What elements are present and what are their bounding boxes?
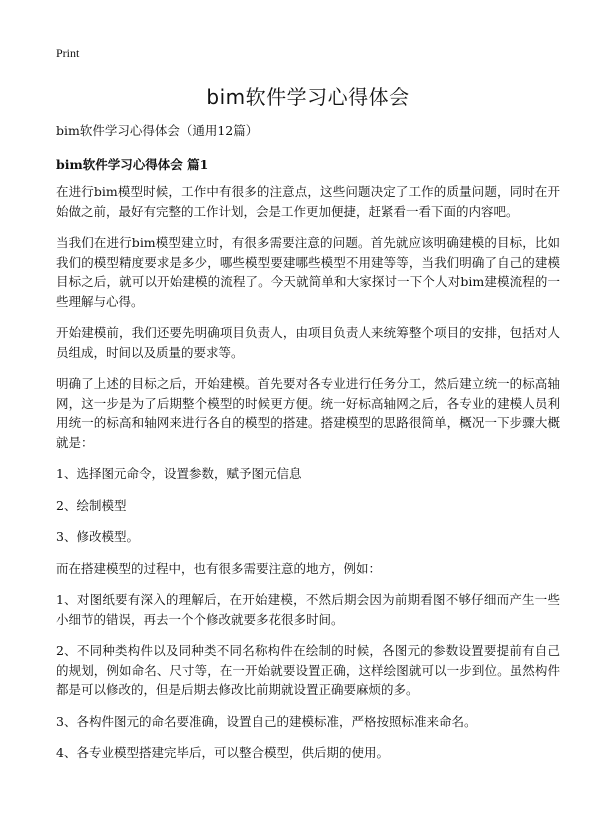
list-item: 3、各构件图元的命名要准确，设置自己的建模标准，严格按照标准来命名。	[56, 713, 477, 729]
paragraph-list	[56, 182, 560, 763]
paragraph: 当我们在进行bim模型建立时，有很多需要注意的问题。首先就应该明确建模的目标，比如我们的模型精度要求是多少，哪些模型要建哪些模型不用建等等，当我们明确了自己的建模目标之后，就可以开始建模的流程了。今天就简单和大家探讨一下个人对bim建模流程的一些理解与心得。	[56, 235, 560, 309]
list-item: 2、绘制模型	[56, 497, 127, 513]
section-heading: bim软件学习心得体会 篇1	[56, 157, 209, 172]
list-item: 1、选择图元命令，设置参数，赋予图元信息	[56, 466, 302, 481]
document-title: bim软件学习心得体会	[206, 85, 410, 109]
paragraph: 开始建模前，我们还要先明确项目负责人，由项目负责人来统筹整个项目的安排，包括对人员组成，时间以及质量的要求等。	[56, 325, 560, 360]
paragraph: 明确了上述的目标之后，开始建模。首先要对各专业进行任务分工，然后建立统一的标高轴网，这一步是为了后期整个模型的时候更方便。统一好标高轴网之后，各专业的建模人员利用统一的标高和轴网来进行各自的模型的搭建。搭建模型的思路很简单，概况一下步骤大概就是：	[56, 376, 560, 450]
paragraph: 在进行bim模型时候，工作中有很多的注意点，这些问题决定了工作的质量问题，同时在开始做之前，最好有完整的工作计划，会是工作更加便捷，赶紧看一看下面的内容吧。	[56, 184, 560, 219]
print-label: Print	[56, 46, 80, 60]
list-item: 3、修改模型。	[56, 529, 139, 544]
list-item: 4、各专业模型搭建完毕后，可以整合模型，供后期的使用。	[56, 745, 389, 760]
paragraph: 而在搭建模型的过程中，也有很多需要注意的地方，例如：	[56, 560, 382, 576]
list-item: 1、对图纸要有深入的理解后，在开始建模，不然后期会因为前期看图不够仔细而产生一些小细节的错误，再去一个个修改就要多花很多时间。	[56, 592, 560, 627]
document-subtitle: bim软件学习心得体会（通用12篇）	[56, 123, 259, 138]
list-item: 2、不同种类构件以及同种类不同名称构件在绘制的时候，各图元的参数设置要提前有自己的规划，例如命名、尺寸等，在一开始就要设置正确，这样绘图就可以一步到位。虽然构件都是可以修改的，但是后期去修改比前期就设置正确要麻烦的多。	[56, 643, 560, 697]
